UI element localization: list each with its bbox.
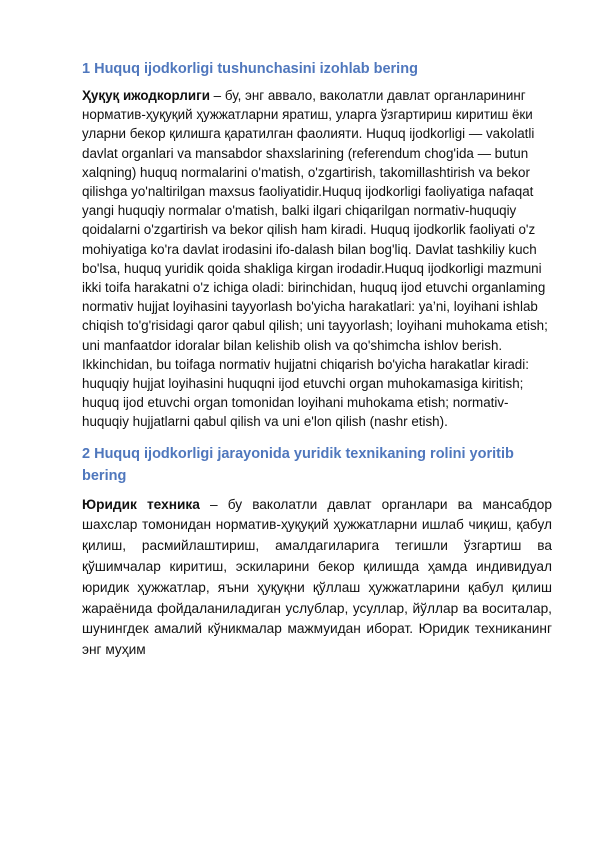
section-2-heading: 2 Huquq ijodkorligi jarayonida yuridik texnikaning rolini yoritib bering [82,445,514,484]
section-1-term: Ҳуқуқ ижодкорлиги [82,88,210,103]
section-1-paragraph [82,86,552,432]
section-2-body: – бу ваколатли давлат органлари ва мансабдор шахслар томонидан норматив-ҳуқуқий ҳужжатларни ишлаб чиқиш, қабул қилиш, расмийлаштириш, амалдагиларига тегишли ўзгартиш ва қўшимчалар киритиш, эскиларини бекор қилишда ҳамда индивидуал юридик ҳужжатлар, яъни ҳуқуқни қўллаш ҳужжатларини қабул қилиш жараёнида фойдаланиладиган услублар, усуллар, йўллар ва воситалар, шунингдек амалий кўникмалар мажмуидан иборат. Юридик техниканинг энг муҳим [82,496,552,658]
document-page [82,55,552,661]
section-2-paragraph [82,495,552,661]
section-2-term: Юридик техника [82,496,200,512]
section-1-heading: 1 Huquq ijodkorligi tushunchasini izohlab bering [82,61,418,77]
section-1-body: – бу, энг аввало, ваколатли давлат органларининг норматив-ҳуқуқий ҳужжатларни яратиш, уларга ўзгартириш киритиш ёки уларни бекор қилишга қаратилган фаолияти. Huquq ijodkorligi — vakolatli davlat organlari va mansabdor shaxslarining (referendum chog'ida — butun xalqning) huquq normalarini o'matish, o'zgartirish, takomillashtirish va bekor qilishga yo'naltirilgan maxsus faoliyatidir.Huquq ijodkorligi faoliyatiga nafaqat yangi huquqiy normalar o'matish, balki ilgari chiqarilgan normativ-huquqiy qoidalarni o'zgartirish va bekor qilish ham kiradi. Huquq ijodkorlik faoliyati o'z mohiyatiga ko'ra davlat irodasini ifo-dalash bilan bog'liq. Davlat tashkiliy kuch bo'lsa, huquq yuridik qoida shakliga kirgan irodadir.Huquq ijodkorligi mazmuni ikki toifa harakatni o'z ichiga oladi: birinchidan, huquq ijod etuvchi organlaming normativ hujjat loyihasini tayyorlash bo'yicha harakatlari: ya’ni, loyihani ishlab chiqish to'g'risidagi qaror qabul qilish; uni tayyorlash; loyihani muhokama etish; uni manfaatdor idoralar bilan kelishib olish va qo'shimcha ishlov berish. Ikkinchidan, bu toifaga normativ hujjatni chiqarish bo'yicha harakatlar kiradi: huquqiy hujjat loyihasini huquqni ijod etuvchi organ muhokamasiga kiritish; huquq ijod etuvchi organ tomonidan loyihani muhokama etish; normativ-huquqiy hujjatlarni qabul qilish va uni e'lon qilish (nashr etish). [82,88,548,430]
